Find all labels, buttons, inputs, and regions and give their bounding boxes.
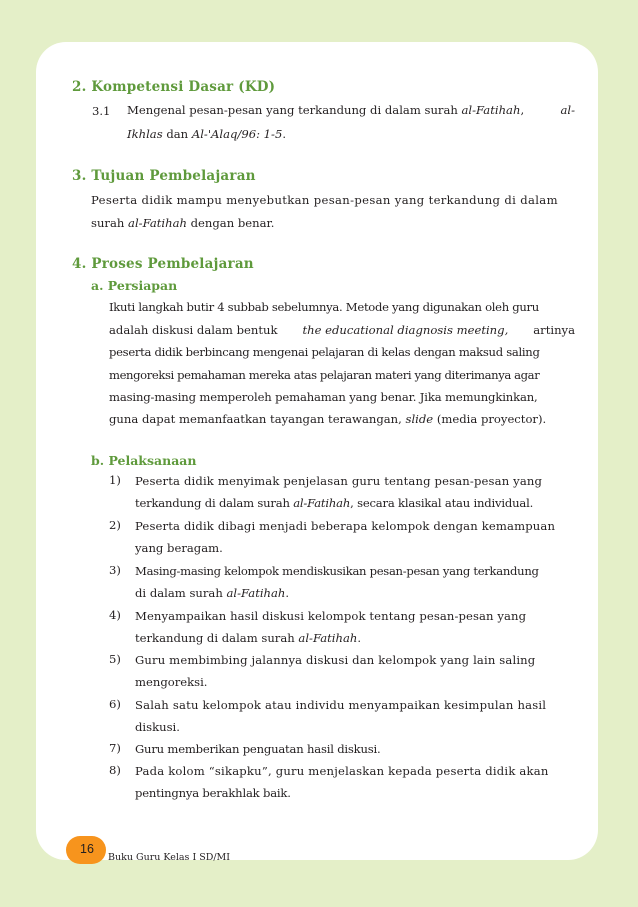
persiapan-line-3: peserta didik berbincang mengenai pelajaran di kelas dengan maksud saling [109, 345, 540, 359]
item-3-line-2: di dalam surah al-Fatihah. [135, 586, 290, 600]
pelaksanaan-title: b. Pelaksanaan [91, 453, 197, 468]
persiapan-line-1: Ikuti langkah butir 4 subbab sebelumnya. Metode yang digunakan oleh guru [109, 300, 539, 314]
item-4-line-2: terkandung di dalam surah al-Fatihah. [135, 631, 362, 645]
page-number: 16 [80, 842, 94, 856]
kd-text-1: Mengenal pesan-pesan yang terkandung di dalam surah al-Fatihah, [127, 103, 525, 117]
book-title: Buku Guru Kelas I SD/MI [108, 852, 231, 863]
section-4-title: 4. Proses Pembelajaran [72, 256, 254, 272]
item-8-line-1: Pada kolom “sikapku”, guru menjelaskan kepada peserta didik akan [135, 764, 549, 778]
tujuan-line-2: surah al-Fatihah dengan benar. [91, 216, 275, 230]
item-5-number: 5) [109, 652, 121, 666]
item-2-line-2: yang beragam. [135, 541, 223, 555]
persiapan-title: a. Persiapan [91, 278, 178, 293]
item-1-line-1: Peserta didik menyimak penjelasan guru tentang pesan-pesan yang [135, 474, 543, 488]
section-2-title: 2. Kompetensi Dasar (KD) [72, 79, 276, 95]
kd-line-2: Ikhlas dan Al-'Alaq/96: 1-5. [127, 127, 287, 141]
item-2-line-1: Peserta didik dibagi menjadi beberapa kelompok dengan kemampuan [135, 519, 556, 533]
item-1-line-2: terkandung di dalam surah al-Fatihah, secara klasikal atau individual. [135, 496, 534, 510]
page-card [36, 42, 598, 860]
item-5-line-1: Guru membimbing jalannya diskusi dan kelompok yang lain saling [135, 653, 536, 667]
kd-number: 3.1 [92, 104, 111, 118]
persiapan-line-5: masing-masing memperoleh pemahaman yang benar. Jika memungkinkan, [109, 390, 538, 404]
item-6-line-1: Salah satu kelompok atau individu menyampaikan kesimpulan hasil [135, 698, 547, 712]
item-6-line-2: diskusi. [135, 720, 180, 734]
tujuan-line-1: Peserta didik mampu menyebutkan pesan-pesan yang terkandung di dalam [91, 193, 558, 207]
persiapan-line-4: mengoreksi pemahaman mereka atas pelajaran materi yang diterimanya agar [109, 368, 540, 382]
item-4-line-1: Menyampaikan hasil diskusi kelompok tentang pesan-pesan yang [135, 609, 527, 623]
item-7-line-1: Guru memberikan penguatan hasil diskusi. [135, 742, 381, 756]
item-4-number: 4) [109, 608, 121, 622]
item-3-line-1: Masing-masing kelompok mendiskusikan pesan-pesan yang terkandung [135, 564, 539, 578]
persiapan-line-6: guna dapat memanfaatkan tayangan terawangan, slide (media proyector). [109, 412, 547, 426]
item-3-number: 3) [109, 563, 121, 577]
item-8-number: 8) [109, 763, 121, 777]
item-7-number: 7) [109, 741, 121, 755]
item-5-line-2: mengoreksi. [135, 675, 208, 689]
kd-line-1 [127, 102, 575, 118]
item-8-line-2: pentingnya berakhlak baik. [135, 786, 291, 800]
kd-text-1-end: al- [560, 103, 575, 117]
item-2-number: 2) [109, 518, 121, 532]
persiapan-line-2: adalah diskusi dalam bentuk the educational diagnosis meeting, artinya [109, 323, 575, 337]
item-6-number: 6) [109, 697, 121, 711]
item-1-number: 1) [109, 473, 121, 487]
section-3-title: 3. Tujuan Pembelajaran [72, 168, 256, 184]
